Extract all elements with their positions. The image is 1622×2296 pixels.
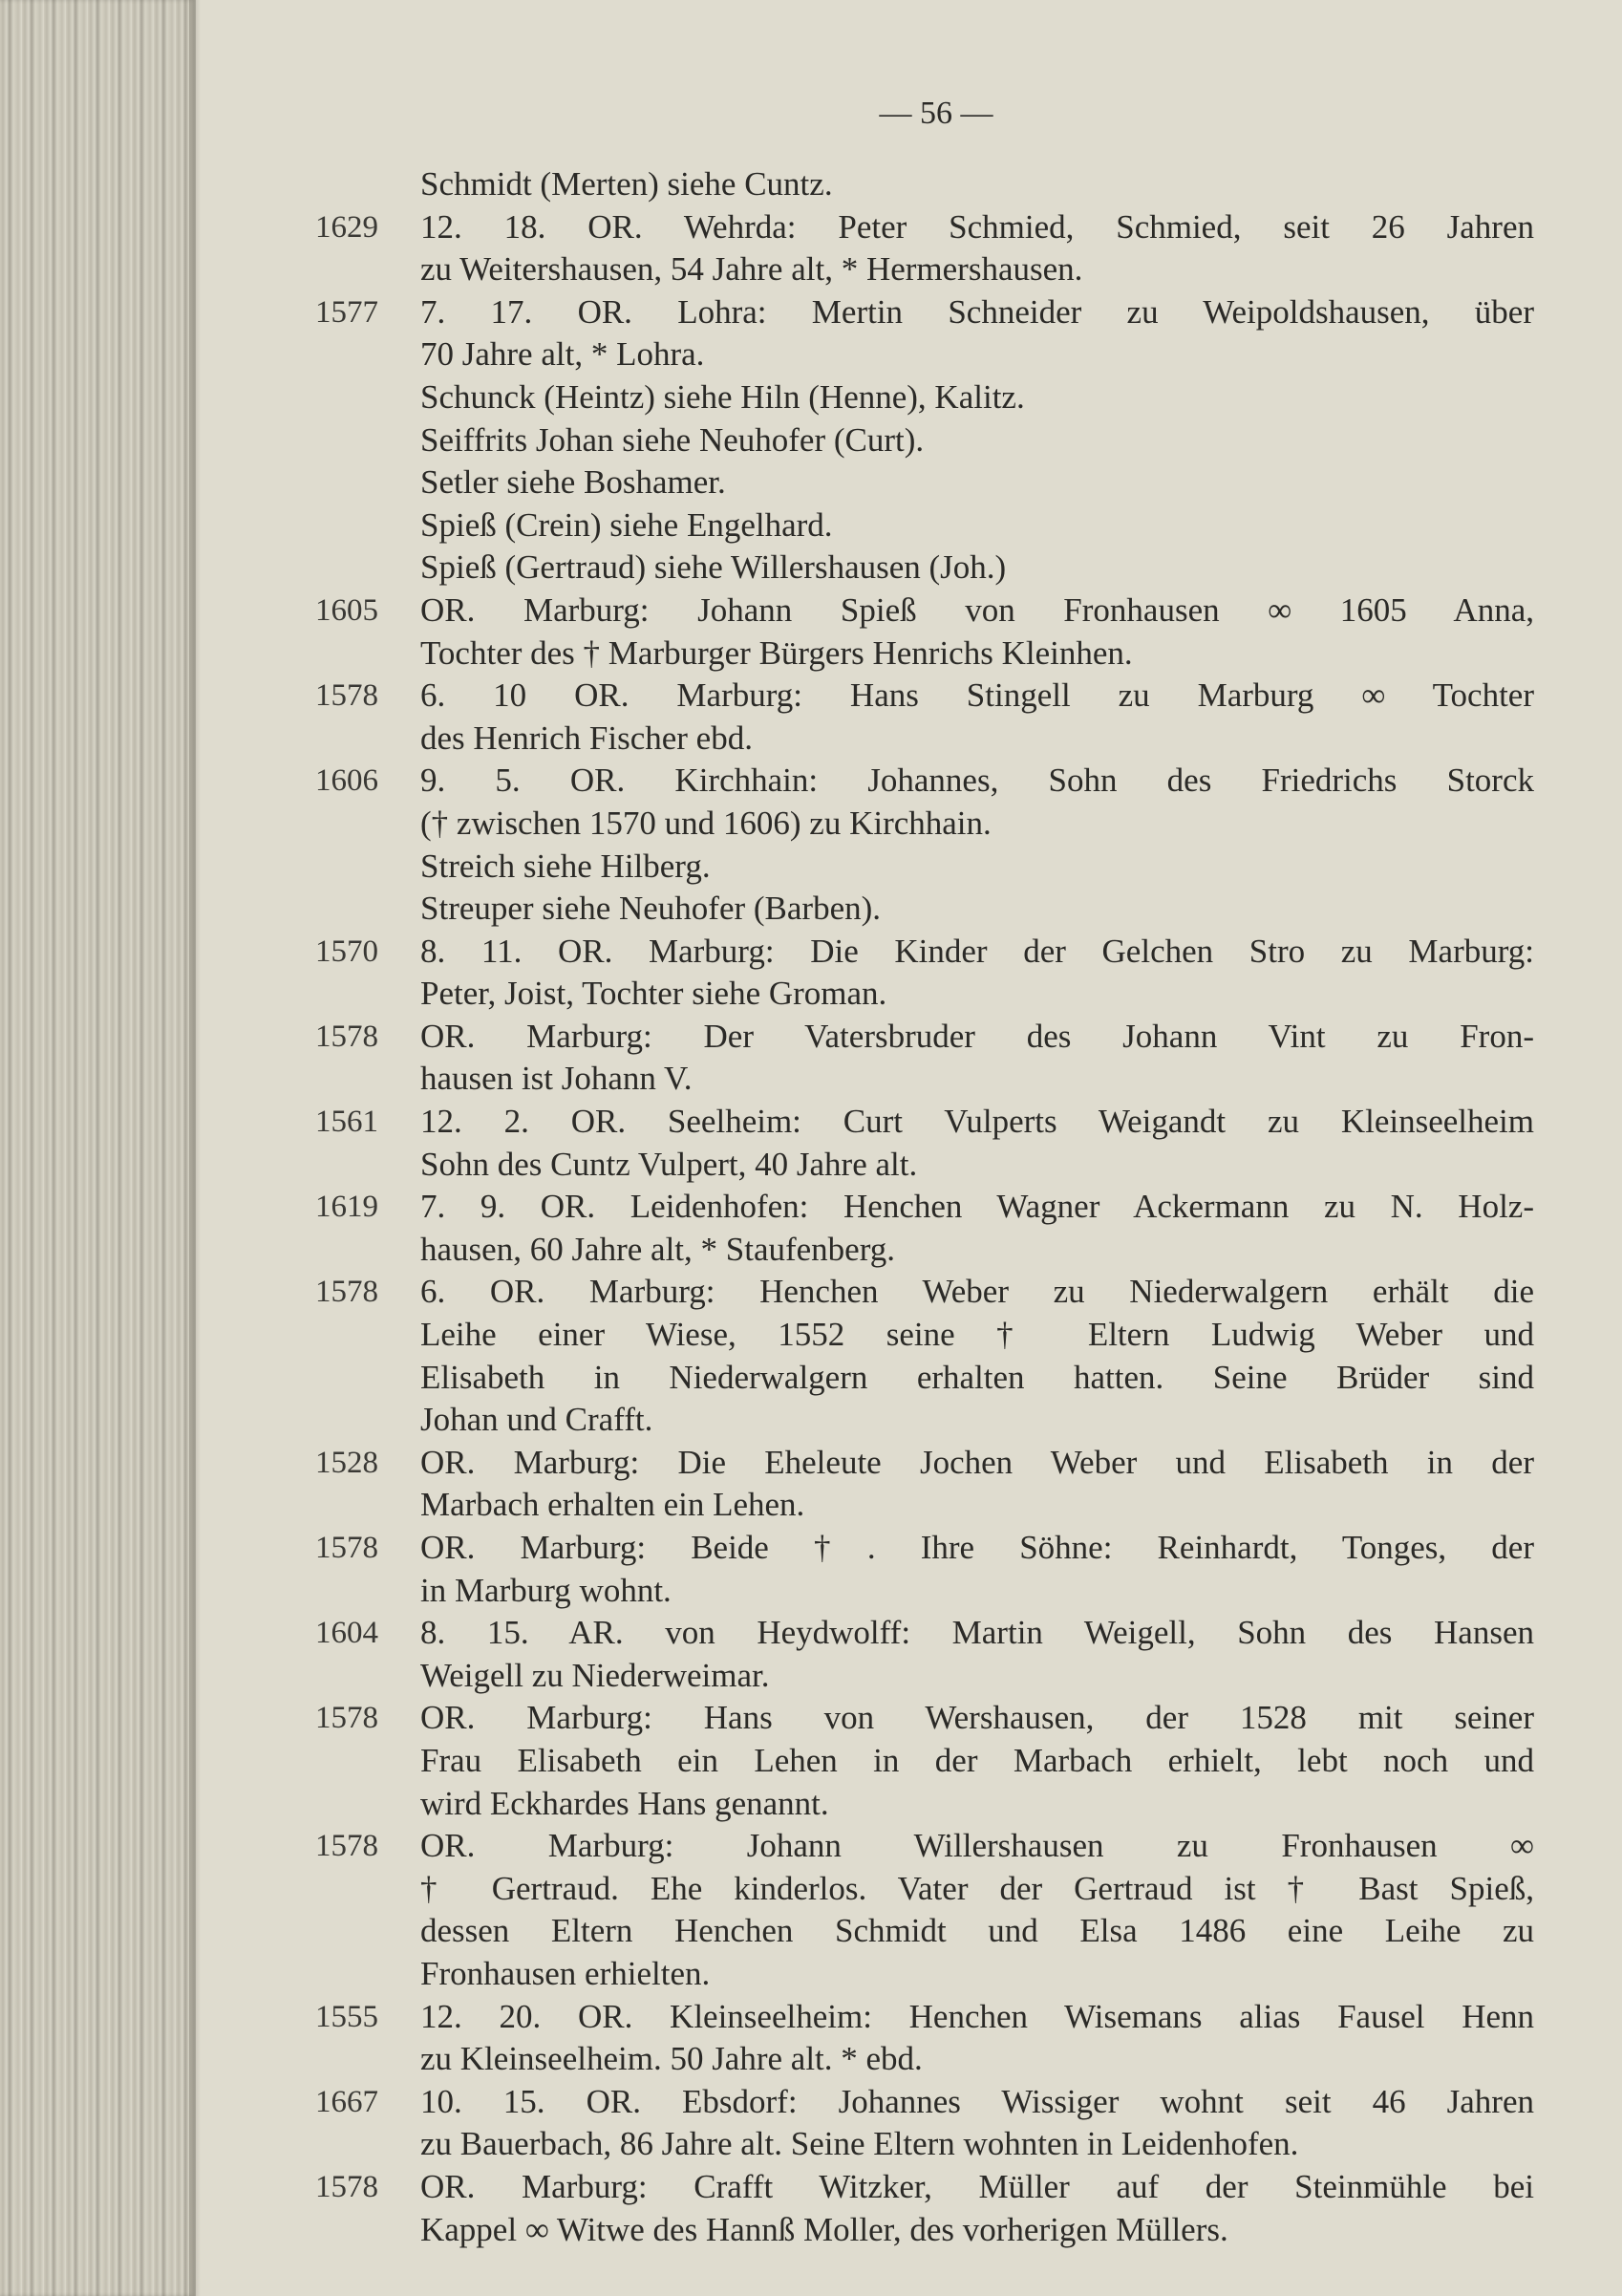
entry-text: Peter, Joist, Tochter siehe Groman. [420, 975, 887, 1013]
register-entry [315, 291, 1534, 376]
entry-text: OR. Marburg: Der Vatersbruder des Johann Vint zu Fron- [420, 1017, 1534, 1055]
entry-text: OR. Marburg: Hans von Wershausen, der 1528 mit seiner [420, 1699, 1534, 1737]
entry-text: Tochter des † Marburger Bürgers Henrichs Kleinhen. [420, 633, 1133, 672]
register-entry [315, 1442, 1534, 1527]
register-entry [315, 846, 1534, 889]
text-line [315, 1868, 1534, 1911]
entry-text: Streuper siehe Neuhofer (Barben). [420, 890, 882, 928]
text-line [315, 1101, 1534, 1144]
entry-text: OR. Marburg: Johann Spieß von Fronhausen ∞ 1605 Anna, [420, 590, 1534, 629]
text-line [315, 973, 1534, 1016]
register-entry [315, 1016, 1534, 1101]
entry-year: 1578 [315, 1019, 378, 1054]
entry-year: 1578 [315, 2169, 378, 2204]
entry-year: 1667 [315, 2084, 378, 2119]
text-line [315, 1229, 1534, 1272]
register-entry [315, 163, 1534, 206]
entry-text: dessen Eltern Henchen Schmidt und Elsa 1486 eine Leihe zu [420, 1912, 1534, 1950]
register-entry [315, 1271, 1534, 1441]
entry-year: 1578 [315, 678, 378, 714]
entry-text: 70 Jahre alt, * Lohra. [420, 335, 705, 374]
entry-year: 1578 [315, 1829, 378, 1864]
entry-year: 1570 [315, 933, 378, 969]
register-entry [315, 1527, 1534, 1612]
entry-text: Schunck (Heintz) siehe Hiln (Henne), Kalitz. [420, 377, 1025, 416]
text-line [315, 1570, 1534, 1613]
text-line [315, 1399, 1534, 1442]
text-line [315, 1442, 1534, 1485]
text-line [315, 2038, 1534, 2081]
book-page-edges [0, 0, 196, 2296]
entry-year: 1578 [315, 1531, 378, 1565]
entry-text: Schmidt (Merten) siehe Cuntz. [420, 165, 833, 203]
text-line [315, 1697, 1534, 1740]
entry-year: 1605 [315, 592, 378, 628]
entry-text: 7. 17. OR. Lohra: Mertin Schneider zu Weipoldshausen, über [420, 292, 1534, 331]
page-number: — 56 — [879, 96, 993, 131]
register-entry [315, 1101, 1534, 1186]
entry-text: OR. Marburg: Beide †. Ihre Söhne: Reinhardt, Tonges, der [420, 1529, 1534, 1566]
register-entry [315, 206, 1534, 291]
text-line [315, 206, 1534, 249]
text-line [315, 931, 1534, 974]
text-line [315, 163, 1534, 206]
entry-text: 6. OR. Marburg: Henchen Weber zu Niederwalgern erhält die [420, 1273, 1534, 1311]
entry-text: Fronhausen erhielten. [420, 1954, 711, 1992]
entry-text: Johan und Crafft. [420, 1401, 653, 1439]
register-entry [315, 1996, 1534, 2081]
entry-text: Spieß (Gertraud) siehe Willershausen (Joh.) [420, 548, 1007, 587]
entry-text: † Gertraud. Ehe kinderlos. Vater der Gertraud ist † Bast Spieß, [420, 1869, 1534, 1907]
text-line [315, 376, 1534, 419]
entry-text: 6. 10 OR. Marburg: Hans Stingell zu Marburg ∞ Tochter [420, 676, 1534, 715]
entry-year: 1604 [315, 1616, 378, 1651]
entry-text: († zwischen 1570 und 1606) zu Kirchhain. [420, 804, 992, 842]
entry-text: in Marburg wohnt. [420, 1571, 672, 1609]
entry-text: OR. Marburg: Die Eheleute Jochen Weber und Elisabeth in der [420, 1443, 1534, 1481]
register-entries [315, 163, 1534, 2251]
text-line [315, 504, 1534, 547]
text-line [315, 803, 1534, 846]
register-entry [315, 2081, 1534, 2166]
entry-text: Spieß (Crein) siehe Engelhard. [420, 505, 833, 544]
register-entry [315, 1825, 1534, 1995]
register-entry [315, 590, 1534, 675]
text-line [315, 2166, 1534, 2209]
register-entry [315, 888, 1534, 931]
text-line [315, 590, 1534, 633]
entry-text: des Henrich Fischer ebd. [420, 719, 753, 757]
register-entry [315, 461, 1534, 504]
entry-text: zu Kleinseelheim. 50 Jahre alt. * ebd. [420, 2040, 923, 2078]
register-entry [315, 376, 1534, 419]
entry-text: 10. 15. OR. Ebsdorf: Johannes Wissiger wohnt seit 46 Jahren [420, 2082, 1534, 2120]
text-line [315, 1016, 1534, 1059]
text-line [315, 1144, 1534, 1187]
register-entry [315, 760, 1534, 845]
entry-text: Seiffrits Johan siehe Neuhofer (Curt). [420, 420, 925, 459]
entry-text: Sohn des Cuntz Vulpert, 40 Jahre alt. [420, 1145, 918, 1183]
text-line [315, 461, 1534, 504]
page-gutter-shadow [189, 0, 201, 2296]
register-entry [315, 547, 1534, 590]
text-line [315, 1186, 1534, 1229]
text-line [315, 419, 1534, 462]
text-line [315, 1484, 1534, 1527]
text-line [315, 2209, 1534, 2252]
entry-text: zu Bauerbach, 86 Jahre alt. Seine Eltern wohnten in Leidenhofen. [420, 2125, 1299, 2163]
text-line [315, 291, 1534, 334]
text-line [315, 760, 1534, 803]
entry-year: 1619 [315, 1190, 378, 1225]
text-line [315, 888, 1534, 931]
text-line [315, 1527, 1534, 1570]
entry-year: 1577 [315, 294, 378, 330]
text-line [315, 1655, 1534, 1698]
register-entry [315, 1186, 1534, 1271]
text-line [315, 248, 1534, 291]
text-line [315, 675, 1534, 718]
entry-text: OR. Marburg: Johann Willershausen zu Fronhausen ∞ [420, 1827, 1534, 1865]
text-line [315, 718, 1534, 761]
text-line [315, 1953, 1534, 1996]
text-line [315, 1996, 1534, 2039]
register-entry [315, 931, 1534, 1016]
entry-text: hausen, 60 Jahre alt, * Staufenberg. [420, 1230, 895, 1268]
entry-text: Streich siehe Hilberg. [420, 847, 711, 885]
text-line [315, 1825, 1534, 1868]
entry-text: 8. 15. AR. von Heydwolff: Martin Weigell, Sohn des Hansen [420, 1614, 1534, 1652]
register-entry [315, 675, 1534, 760]
entry-text: Frau Elisabeth ein Lehen in der Marbach erhielt, lebt noch und [420, 1741, 1534, 1779]
text-line [315, 1783, 1534, 1826]
entry-text: Elisabeth in Niederwalgern erhalten hatten. Seine Brüder sind [420, 1358, 1534, 1396]
entry-year: 1578 [315, 1701, 378, 1736]
entry-text: Leihe einer Wiese, 1552 seine † Eltern Ludwig Weber und [420, 1316, 1534, 1354]
register-entry [315, 419, 1534, 462]
text-line [315, 846, 1534, 889]
register-entry [315, 1697, 1534, 1825]
entry-text: OR. Marburg: Crafft Witzker, Müller auf der Steinmühle bei [420, 2167, 1534, 2205]
text-line [315, 333, 1534, 376]
entry-text: 9. 5. OR. Kirchhain: Johannes, Sohn des Friedrichs Storck [420, 762, 1534, 800]
register-entry [315, 504, 1534, 547]
register-entry [315, 2166, 1534, 2251]
entry-text: 12. 20. OR. Kleinseelheim: Henchen Wisemans alias Fausel Henn [420, 1997, 1534, 2035]
entry-text: 12. 18. OR. Wehrda: Peter Schmied, Schmied, seit 26 Jahren [420, 207, 1534, 246]
entry-text: hausen ist Johann V. [420, 1060, 693, 1098]
text-line [315, 1357, 1534, 1400]
text-line [315, 1271, 1534, 1314]
entry-year: 1561 [315, 1105, 378, 1140]
entry-year: 1528 [315, 1445, 378, 1480]
text-line [315, 1058, 1534, 1101]
entry-text: 8. 11. OR. Marburg: Die Kinder der Gelchen Stro zu Marburg: [420, 932, 1534, 970]
text-line [315, 1314, 1534, 1357]
text-line [315, 633, 1534, 676]
entry-text: Setler siehe Boshamer. [420, 463, 726, 502]
text-line [315, 1910, 1534, 1953]
entry-year: 1606 [315, 763, 378, 799]
entry-text: wird Eckhardes Hans genannt. [420, 1784, 829, 1822]
entry-text: 12. 2. OR. Seelheim: Curt Vulperts Weigandt zu Kleinseelheim [420, 1103, 1534, 1141]
text-line [315, 1740, 1534, 1783]
entry-year: 1629 [315, 209, 378, 245]
register-entry [315, 1612, 1534, 1697]
text-line [315, 1612, 1534, 1655]
entry-text: Weigell zu Niederweimar. [420, 1656, 770, 1694]
text-line [315, 2081, 1534, 2124]
text-line [315, 2123, 1534, 2166]
entry-text: Kappel ∞ Witwe des Hannß Moller, des vorherigen Müllers. [420, 2210, 1228, 2248]
entry-year: 1555 [315, 1999, 378, 2034]
entry-text: Marbach erhalten ein Lehen. [420, 1486, 805, 1524]
entry-text: zu Weitershausen, 54 Jahre alt, * Hermershausen. [420, 250, 1083, 289]
entry-year: 1578 [315, 1275, 378, 1310]
entry-text: 7. 9. OR. Leidenhofen: Henchen Wagner Ackermann zu N. Holz- [420, 1188, 1534, 1226]
text-line [315, 547, 1534, 590]
